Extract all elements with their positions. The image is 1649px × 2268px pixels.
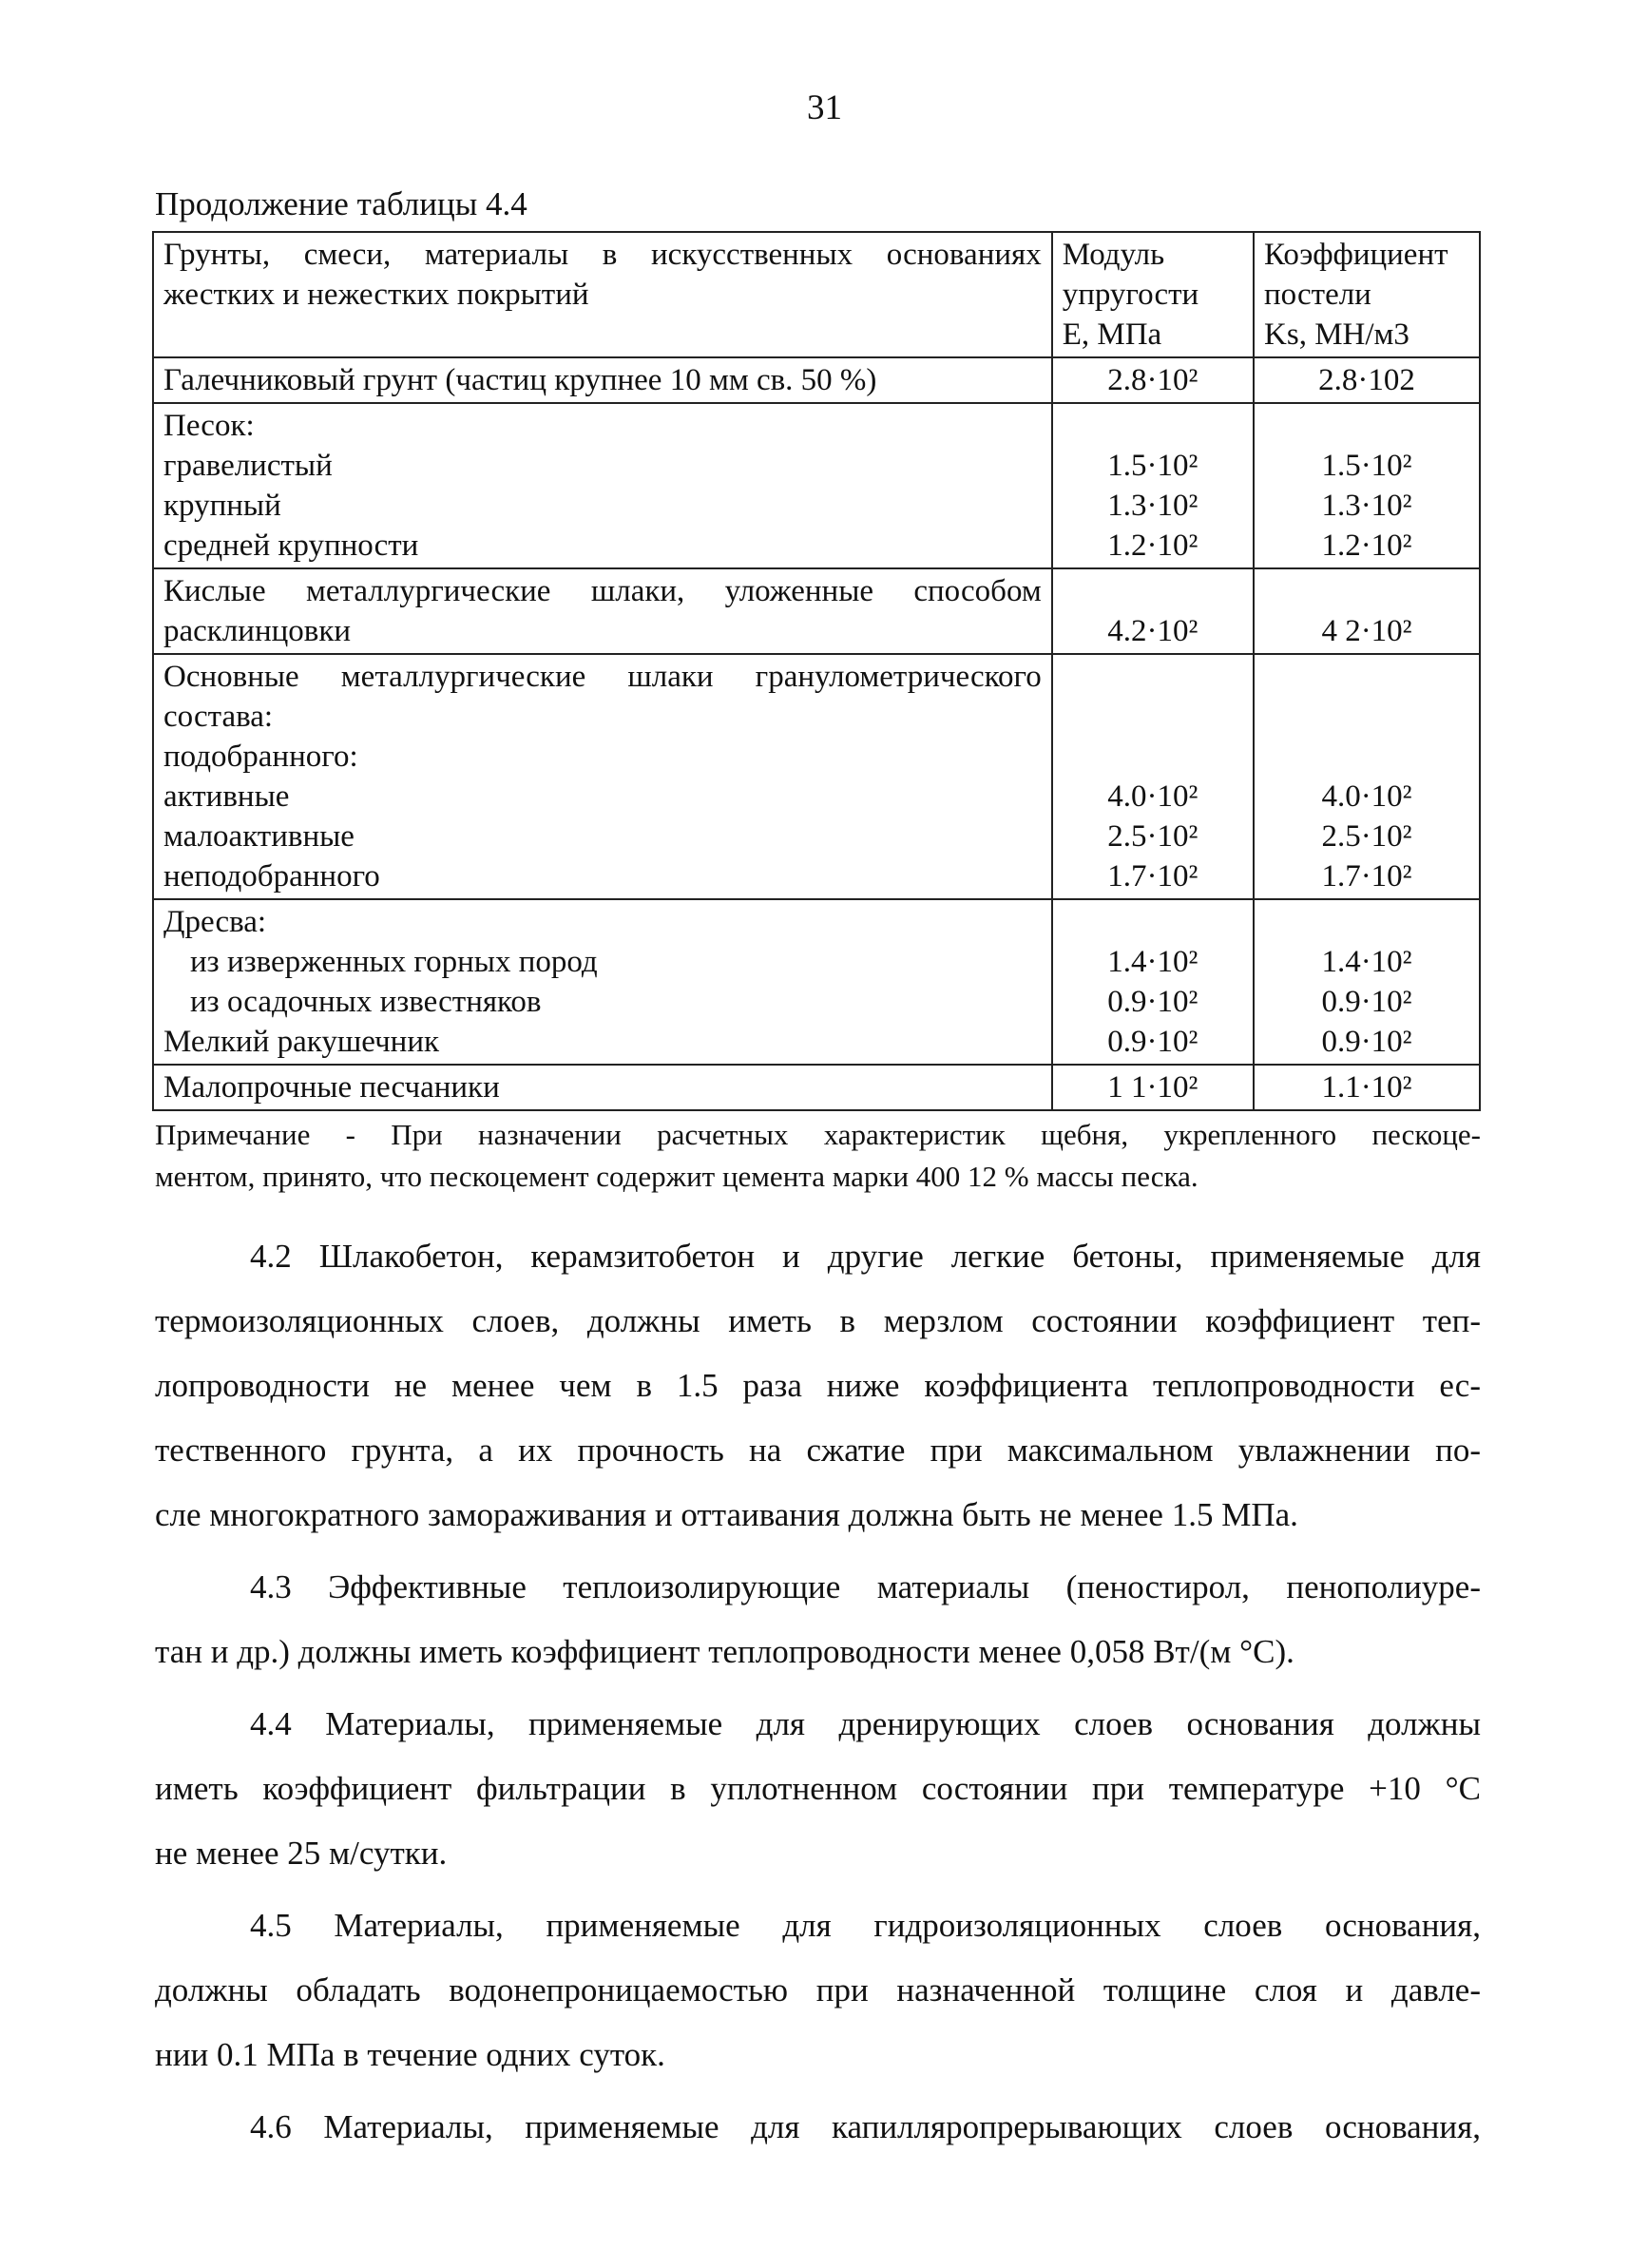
value-line [1063,697,1243,737]
coefficient-cell [1254,403,1480,568]
material-line: малоактивные [163,819,355,854]
value-line: 0.9·10² [1321,985,1412,1019]
materials-table [152,231,1481,1111]
header-coefficient-line: Ks, МН/м3 [1264,317,1409,352]
material-line: Малопрочные песчаники [163,1070,500,1105]
material-line: подобранного: [163,740,358,774]
material-line: крупный [163,489,281,523]
material-line: неподобранного [163,859,380,894]
paragraph-line: термоизоляционных слоев, должны иметь в мерзлом состоянии коэффициент теп- [155,1302,1481,1339]
table-caption: Продолжение таблицы 4.4 [155,185,527,222]
header-coefficient-line: постели [1264,278,1371,312]
value-line [1264,737,1469,777]
note-line: Примечание - При назначении расчетных характеристик щебня, укрепленного пескоце- [155,1118,1481,1151]
material-line: состава: [163,700,274,734]
value-line: 1.2·10² [1107,529,1198,563]
coefficient-cell [1254,568,1480,654]
material-line: расклинцовки [163,614,352,648]
value-line [1063,571,1243,611]
material-cell [153,568,1052,654]
paragraph [155,1555,1481,1684]
value-line [1264,902,1469,942]
header-materials-line: жестких и нежестких покрытий [163,278,589,312]
material-cell [153,899,1052,1065]
table-row [153,403,1480,568]
value-line: 0.9·10² [1321,1025,1412,1059]
value-line: 4.0·10² [1321,779,1412,814]
paragraph-line: 4.5 Материалы, применяемые для гидроизоляционных слоев основания, [250,1907,1481,1944]
paragraph [155,1692,1481,1886]
material-cell [153,1065,1052,1110]
paragraph-line: 4.6 Материалы, применяемые для капилляропрерывающих слоев основания, [250,2108,1481,2145]
value-line [1063,737,1243,777]
header-modulus [1052,232,1254,357]
paragraph-line: сле многократного замораживания и оттаивания должна быть не менее 1.5 МПа. [155,1496,1298,1533]
table-header-row [153,232,1480,357]
modulus-cell [1052,1065,1254,1110]
material-line: Галечниковый грунт (частиц крупнее 10 мм св. 50 %) [163,363,877,397]
value-line [1063,902,1243,942]
value-line: 2.5·10² [1107,819,1198,854]
paragraph [155,2095,1481,2160]
value-line: 2.8·102 [1318,363,1415,397]
table-row [153,899,1480,1065]
paragraph-line: лопроводности не менее чем в 1.5 раза ниже коэффициента теплопроводности ес- [155,1367,1481,1404]
value-line [1063,657,1243,697]
coefficient-cell [1254,654,1480,899]
coefficient-cell [1254,1065,1480,1110]
value-line: 4.0·10² [1107,779,1198,814]
value-line: 2.8·10² [1107,363,1198,397]
material-cell [153,654,1052,899]
modulus-cell [1052,357,1254,403]
material-line: из изверженных горных пород [190,945,598,979]
value-line: 1.7·10² [1321,859,1412,894]
note-line: ментом, принято, что пескоцемент содержит цемента марки 400 12 % массы песка. [155,1160,1198,1193]
material-line: Песок: [163,409,255,443]
value-line [1264,406,1469,446]
material-line: Кислые металлургические шлаки, уложенные способом [163,574,1042,608]
paragraph [155,1224,1481,1547]
material-cell [153,403,1052,568]
value-line: 1 1·10² [1107,1070,1198,1105]
material-line: активные [163,779,290,814]
value-line: 0.9·10² [1107,1025,1198,1059]
material-cell [153,357,1052,403]
coefficient-cell [1254,357,1480,403]
table-note [155,1114,1481,1198]
page-number: 31 [807,88,842,127]
paragraph-line: 4.4 Материалы, применяемые для дренирующих слоев основания должны [250,1705,1481,1742]
value-line [1063,406,1243,446]
modulus-cell [1052,899,1254,1065]
value-line: 2.5·10² [1321,819,1412,854]
table-row [153,1065,1480,1110]
material-line: средней крупности [163,529,419,563]
coefficient-cell [1254,899,1480,1065]
value-line [1264,571,1469,611]
table-row [153,357,1480,403]
header-materials [153,232,1052,357]
header-modulus-line: Модуль [1062,238,1165,272]
paragraph [155,1893,1481,2087]
modulus-cell [1052,403,1254,568]
header-coefficient [1254,232,1480,357]
value-line: 1.2·10² [1321,529,1412,563]
value-line: 1.3·10² [1321,489,1412,523]
value-line: 1.1·10² [1321,1070,1412,1105]
material-line: Дресва: [163,905,267,939]
value-line: 1.5·10² [1107,449,1198,483]
modulus-cell [1052,654,1254,899]
value-line: 1.7·10² [1107,859,1198,894]
material-line: гравелистый [163,449,333,483]
value-line: 1.4·10² [1107,945,1198,979]
header-modulus-line: упругости [1062,278,1199,312]
paragraph-line: 4.3 Эффективные теплоизолирующие материалы (пеностирол, пенополиуре- [250,1568,1481,1605]
table-row [153,654,1480,899]
value-line: 4 2·10² [1321,614,1412,648]
value-line [1264,657,1469,697]
value-line: 0.9·10² [1107,985,1198,1019]
value-line [1264,697,1469,737]
header-coefficient-line: Коэффициент [1264,238,1448,272]
paragraph-line: тественного грунта, а их прочность на сжатие при максимальном увлажнении по- [155,1432,1481,1469]
paragraph-line: должны обладать водонепроницаемостью при назначенной толщине слоя и давле- [155,1971,1481,2009]
body-text [155,1224,1481,2167]
value-line: 4.2·10² [1107,614,1198,648]
value-line: 1.5·10² [1321,449,1412,483]
header-modulus-line: Е, МПа [1062,317,1162,352]
table-row [153,568,1480,654]
modulus-cell [1052,568,1254,654]
paragraph-line: 4.2 Шлакобетон, керамзитобетон и другие легкие бетоны, применяемые для [250,1238,1481,1275]
material-line: Основные металлургические шлаки гранулометрического [163,660,1042,694]
header-materials-line: Грунты, смеси, материалы в искусственных основаниях [163,238,1042,272]
paragraph-line: тан и др.) должны иметь коэффициент теплопроводности менее 0,058 Вт/(м °С). [155,1633,1294,1670]
material-line: Мелкий ракушечник [163,1025,440,1059]
paragraph-line: не менее 25 м/сутки. [155,1835,448,1872]
material-line: из осадочных известняков [190,985,542,1019]
value-line: 1.4·10² [1321,945,1412,979]
value-line: 1.3·10² [1107,489,1198,523]
paragraph-line: нии 0.1 МПа в течение одних суток. [155,2036,665,2073]
paragraph-line: иметь коэффициент фильтрации в уплотненном состоянии при температуре +10 °С [155,1770,1481,1807]
